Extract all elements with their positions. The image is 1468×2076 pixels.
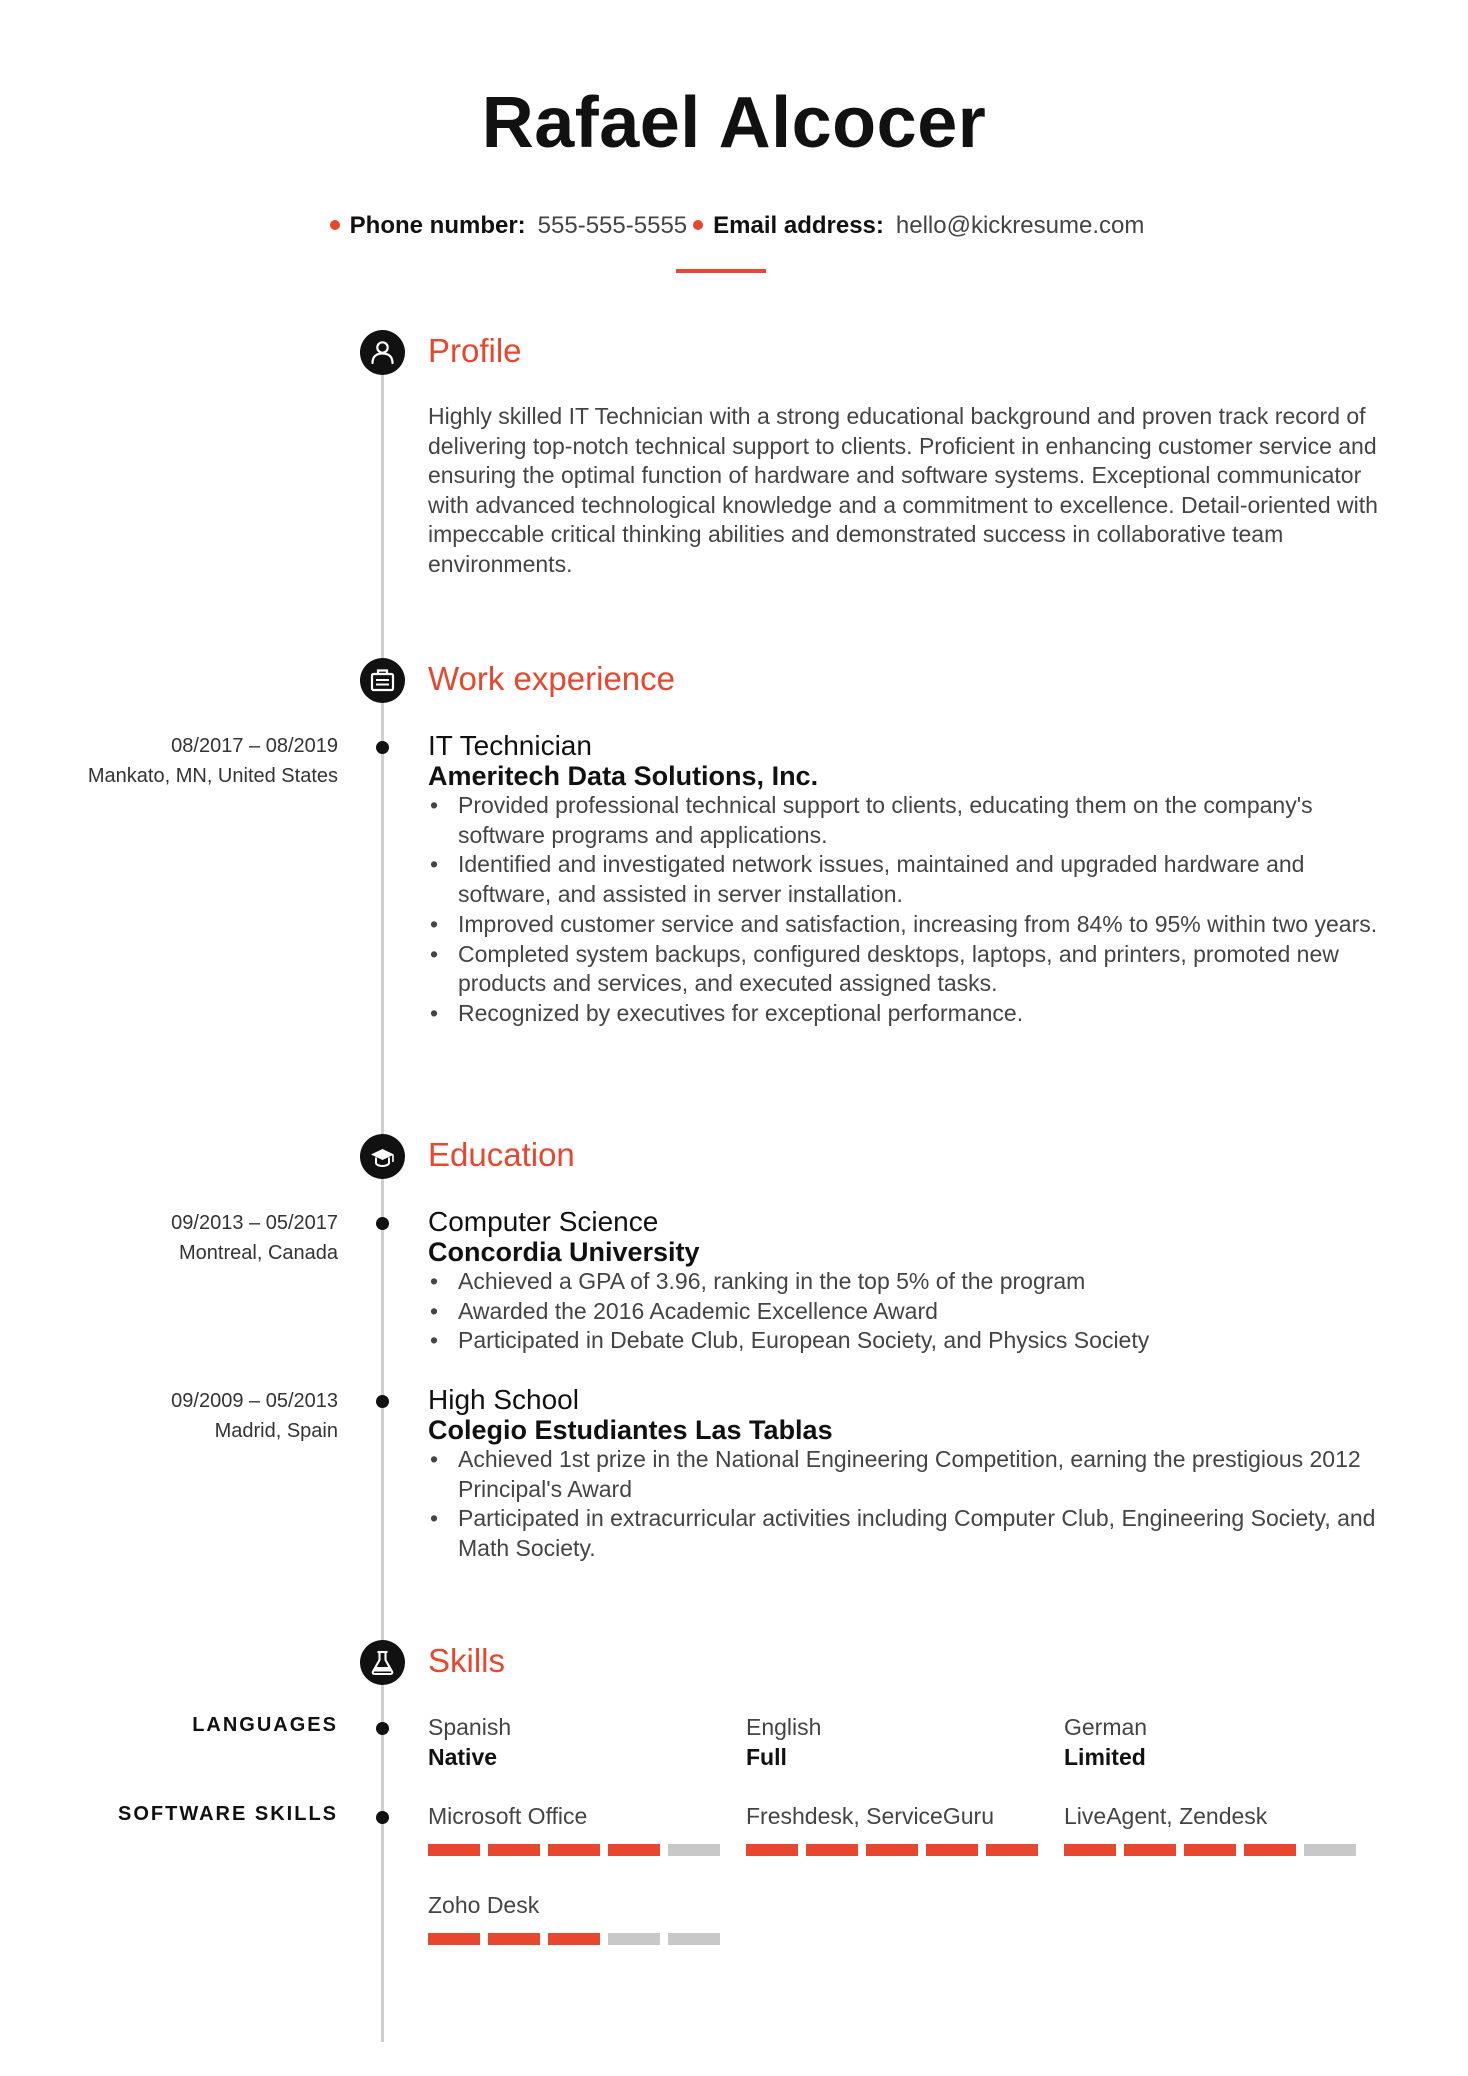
briefcase-icon xyxy=(360,658,405,703)
person-icon xyxy=(360,330,405,375)
contact-line xyxy=(0,212,1468,240)
rating-segment xyxy=(806,1844,858,1856)
education-entry xyxy=(428,1385,1388,1564)
software-skill-item xyxy=(428,1890,728,1945)
education-date-range: 09/2009 – 05/2013 xyxy=(171,1390,338,1412)
rating-segment xyxy=(668,1933,720,1945)
rating-segment xyxy=(548,1933,600,1945)
education-bullets xyxy=(428,1267,1388,1356)
job-entry xyxy=(428,731,1388,1029)
software-skill-item xyxy=(746,1801,1046,1856)
education-location: Montreal, Canada xyxy=(179,1242,338,1264)
job-date-range: 08/2017 – 08/2019 xyxy=(171,735,338,757)
rating-segment xyxy=(428,1933,480,1945)
timeline-dot xyxy=(376,1217,389,1230)
school-name: Colegio Estudiantes Las Tablas xyxy=(428,1415,833,1445)
bullet-dot-icon xyxy=(330,220,340,230)
rating-segment xyxy=(746,1844,798,1856)
rating-segment xyxy=(428,1844,480,1856)
education-dates xyxy=(40,1208,338,1268)
profile-heading: Profile xyxy=(428,332,522,369)
education-location: Madrid, Spain xyxy=(214,1420,338,1442)
rating-segment xyxy=(608,1844,660,1856)
profile-summary: Highly skilled IT Technician with a strong educational background and proven track record of delivering top-notch technical support to clients. Proficient in enhancing customer service and ensuring the optimal function of hardware and software systems. Exceptional communicator with advanced technological knowledge and a commitment to excellence. Detail-oriented with impeccable critical thinking abilities and demonstrated success in collaborative team environments. xyxy=(428,403,1378,577)
language-item xyxy=(746,1712,1046,1772)
list-item: • Recognized by executives for exceptional performance. xyxy=(428,999,1388,1029)
language-level: Full xyxy=(746,1744,787,1770)
language-name: Spanish xyxy=(428,1714,512,1740)
rating-segment xyxy=(1064,1844,1116,1856)
candidate-name: Rafael Alcocer xyxy=(481,83,987,163)
rating-segment xyxy=(866,1844,918,1856)
phone-label: Phone number: xyxy=(349,212,526,239)
software-skill-name: Zoho Desk xyxy=(428,1892,540,1918)
list-item: • Achieved a GPA of 3.96, ranking in the top 5% of the program xyxy=(428,1267,1388,1297)
education-date-range: 09/2013 – 05/2017 xyxy=(171,1212,338,1234)
skill-rating-bar xyxy=(1064,1844,1356,1856)
software-skill-name: Freshdesk, ServiceGuru xyxy=(746,1803,994,1829)
language-item xyxy=(1064,1712,1364,1772)
education-bullets xyxy=(428,1445,1388,1564)
school-name: Concordia University xyxy=(428,1237,700,1267)
list-item: • Completed system backups, configured desktops, laptops, and printers, promoted new products and services, and executed assigned tasks. xyxy=(428,940,1388,999)
language-level: Native xyxy=(428,1744,498,1770)
email-label: Email address: xyxy=(713,212,884,239)
skill-rating-bar xyxy=(428,1844,720,1856)
job-location: Mankato, MN, United States xyxy=(87,765,338,787)
rating-segment xyxy=(548,1844,600,1856)
education-heading: Education xyxy=(428,1136,575,1173)
software-skill-name: Microsoft Office xyxy=(428,1803,588,1829)
list-item: • Awarded the 2016 Academic Excellence Award xyxy=(428,1297,1388,1327)
rating-segment xyxy=(1244,1844,1296,1856)
language-item xyxy=(428,1712,728,1772)
software-skill-item xyxy=(1064,1801,1364,1856)
languages-label: LANGUAGES xyxy=(192,1714,338,1736)
list-item: • Provided professional technical support to clients, educating them on the company's software programs and applications. xyxy=(428,791,1388,850)
software-skill-item xyxy=(428,1801,728,1856)
rating-segment xyxy=(488,1844,540,1856)
education-entry xyxy=(428,1207,1388,1356)
rating-segment xyxy=(1124,1844,1176,1856)
list-item: • Identified and investigated network issues, maintained and upgraded hardware and software, and assisted in server installation. xyxy=(428,850,1388,909)
list-item: • Achieved 1st prize in the National Engineering Competition, earning the prestigious 2012 Principal's Award xyxy=(428,1445,1388,1504)
job-dates xyxy=(40,731,338,791)
skills-heading: Skills xyxy=(428,1642,506,1679)
rating-segment xyxy=(1184,1844,1236,1856)
rating-segment xyxy=(926,1844,978,1856)
header-divider xyxy=(676,269,766,273)
work-heading: Work experience xyxy=(428,660,676,697)
degree-title: High School xyxy=(428,1384,579,1415)
bullet-dot-icon xyxy=(693,220,703,230)
timeline-line xyxy=(381,352,384,2042)
rating-segment xyxy=(668,1844,720,1856)
skill-rating-bar xyxy=(428,1933,720,1945)
education-dates xyxy=(40,1386,338,1446)
language-level: Limited xyxy=(1064,1744,1146,1770)
language-name: English xyxy=(746,1714,822,1740)
rating-segment xyxy=(1304,1844,1356,1856)
job-bullets xyxy=(428,791,1388,1029)
timeline-dot xyxy=(376,741,389,754)
list-item: • Improved customer service and satisfaction, increasing from 84% to 95% within two years. xyxy=(428,910,1388,940)
timeline-dot xyxy=(376,1395,389,1408)
job-company: Ameritech Data Solutions, Inc. xyxy=(428,761,819,791)
list-item: • Participated in extracurricular activities including Computer Club, Engineering Society, and Math Society. xyxy=(428,1504,1388,1563)
software-skill-name: LiveAgent, Zendesk xyxy=(1064,1803,1268,1829)
graduation-cap-icon xyxy=(360,1134,405,1179)
rating-segment xyxy=(986,1844,1038,1856)
degree-title: Computer Science xyxy=(428,1206,659,1237)
software-skills-label: SOFTWARE SKILLS xyxy=(118,1803,338,1825)
rating-segment xyxy=(608,1933,660,1945)
job-title: IT Technician xyxy=(428,730,592,761)
email-value: hello@kickresume.com xyxy=(895,212,1145,239)
timeline-dot xyxy=(376,1722,389,1735)
rating-segment xyxy=(488,1933,540,1945)
list-item: • Participated in Debate Club, European Society, and Physics Society xyxy=(428,1326,1388,1356)
language-name: German xyxy=(1064,1714,1148,1740)
skill-rating-bar xyxy=(746,1844,1038,1856)
flask-icon xyxy=(360,1640,405,1685)
phone-value: 555-555-5555 xyxy=(537,212,688,239)
timeline-dot xyxy=(376,1811,389,1824)
